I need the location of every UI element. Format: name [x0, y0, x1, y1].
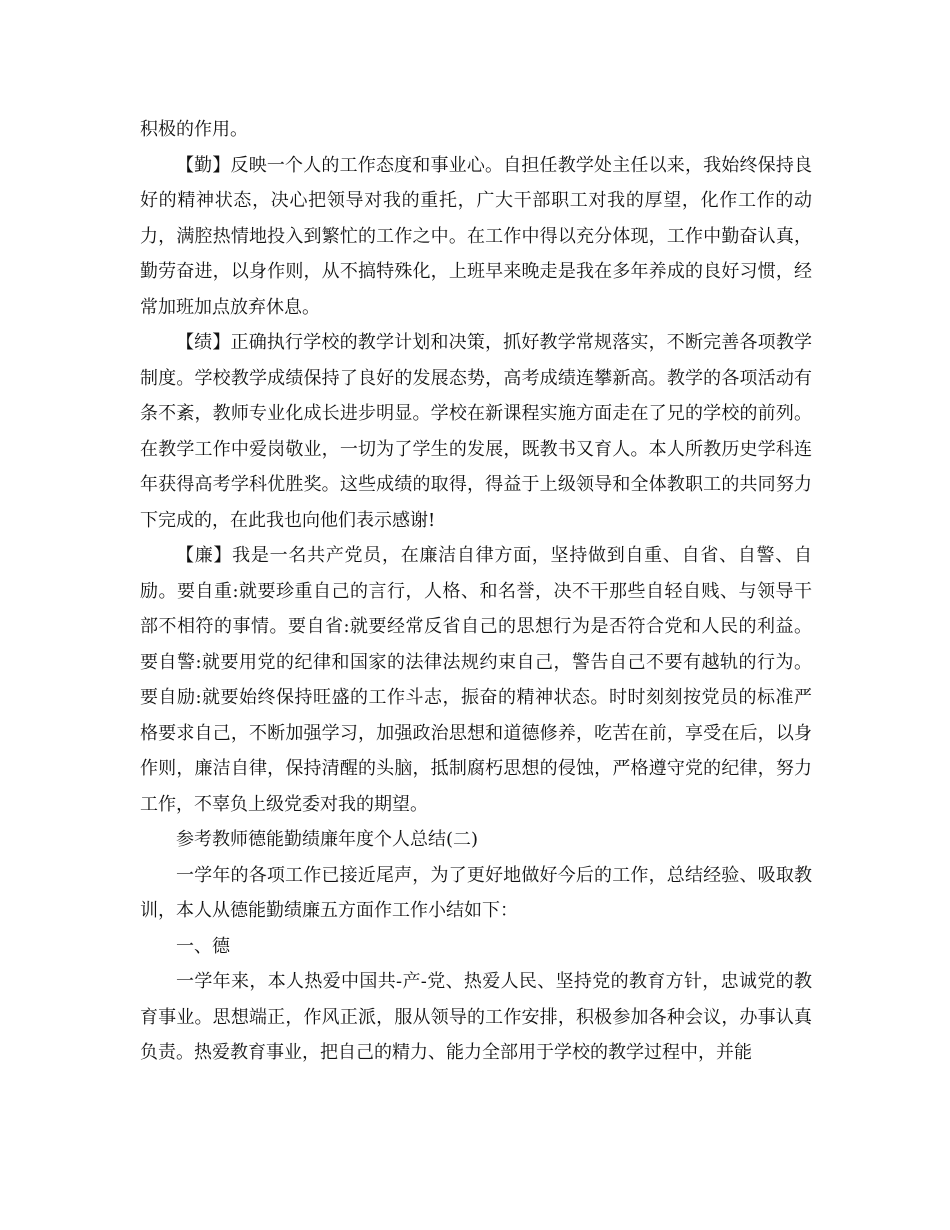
- document-page: [140, 112, 812, 1071]
- paragraph-intro: 一学年的各项工作已接近尾声，为了更好地做好今后的工作，总结经验、吸取教训，本人从德能勤绩廉五方面作工作小结如下：: [140, 864, 812, 921]
- paragraph-continuation: 积极的作用。: [140, 119, 248, 140]
- subheading-virtue: 一、德: [176, 935, 230, 957]
- paragraph-achievement: 【绩】正确执行学校的教学计划和决策，抓好教学常规落实，不断完善各项教学制度。学校教学成绩保持了良好的发展态势，高考成绩连攀新高。教学的各项活动有条不紊，教师专业化成长进步明显。学校在新课程实施方面走在了兄的学校的前列。在教学工作中爱岗敬业，一切为了学生的发展，既教书又育人。本人所教历史学科连年获得高考学科优胜奖。这些成绩的取得，得益于上级领导和全体教职工的共同努力下完成的，在此我也向他们表示感谢!: [140, 332, 812, 531]
- paragraph-diligence: 【勤】反映一个人的工作态度和事业心。自担任教学处主任以来，我始终保持良好的精神状态，决心把领导对我的重托，广大干部职工对我的厚望，化作工作的动力，满腔热情地投入到繁忙的工作之中。在工作中得以充分体现，工作中勤奋认真，勤劳奋进，以身作则，从不搞特殊化，上班早来晚走是我在多年养成的良好习惯，经常加班加点放弃休息。: [140, 154, 812, 318]
- section-heading: 参考教师德能勤绩廉年度个人总结(二): [176, 829, 479, 850]
- paragraph-integrity: 【廉】我是一名共产党员，在廉洁自律方面，坚持做到自重、自省、自警、自励。要自重:就要珍重自己的言行，人格、和名誉，决不干那些自轻自贱、与领导干部不相符的事情。要自省:就要经常反省自己的思想行为是否符合党和人民的利益。要自警:就要用党的纪律和国家的法律法规约束自己，警告自己不要有越轨的行为。要自励:就要始终保持旺盛的工作斗志，振奋的精神状态。时时刻刻按党员的标准严格要求自己，不断加强学习，加强政治思想和道德修养，吃苦在前，享受在后，以身作则，廉洁自律，保持清醒的头脑，抵制腐朽思想的侵蚀，严格遵守党的纪律，努力工作，不辜负上级党委对我的期望。: [140, 545, 812, 815]
- paragraph-virtue: 一学年来，本人热爱中国共-产-党、热爱人民、坚持党的教育方针，忠诚党的教育事业。思想端正，作风正派，服从领导的工作安排，积极参加各种会议，办事认真负责。热爱教育事业，把自己的精力、能力全部用于学校的教学过程中，并能: [140, 971, 812, 1063]
